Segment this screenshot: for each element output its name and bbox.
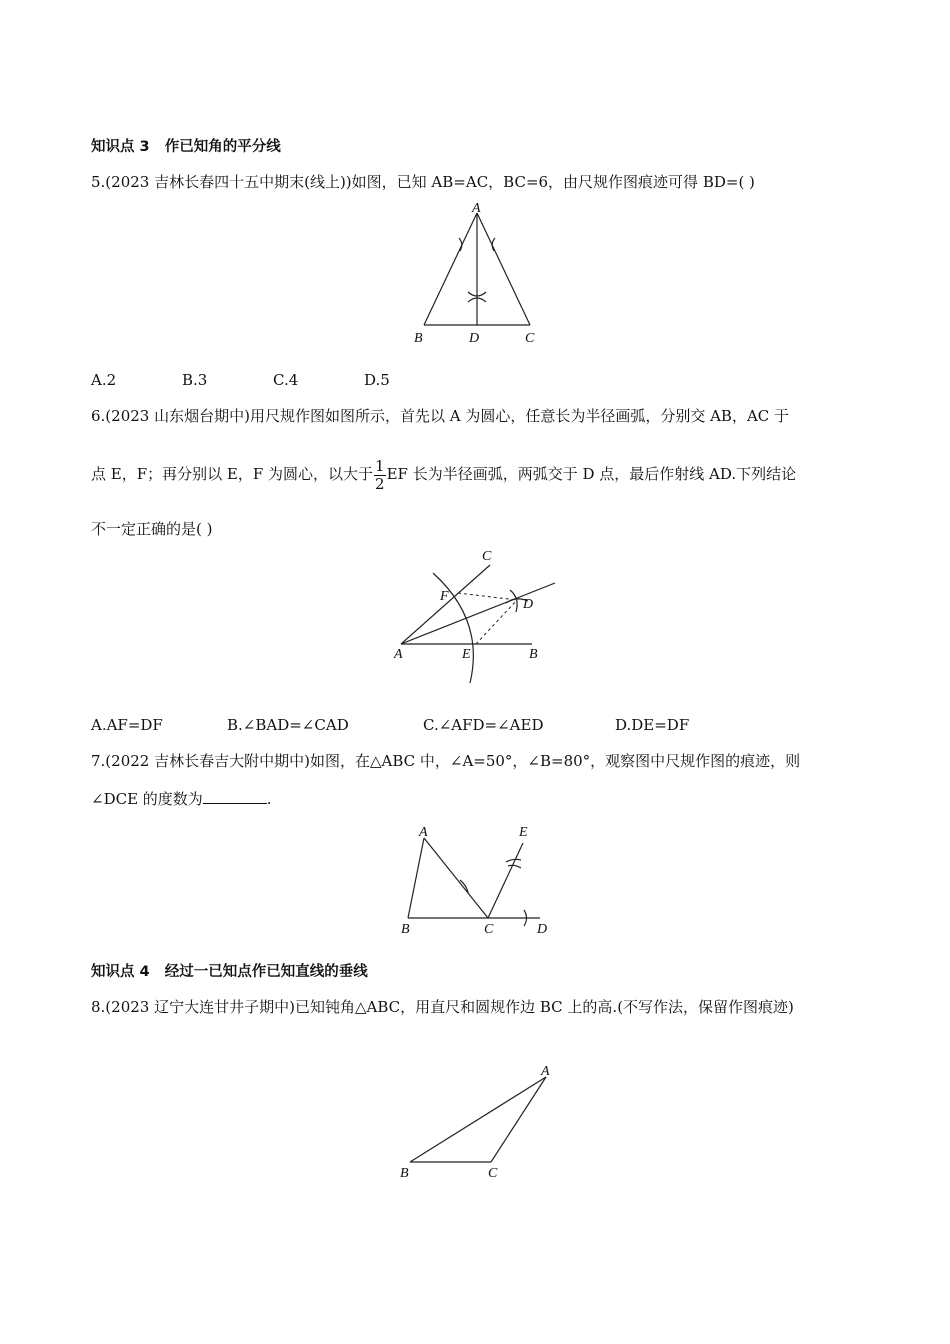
q5-label-c: C [525, 331, 535, 346]
section-3-label: 知识点 3 [91, 139, 150, 155]
q7-label-e: E [519, 825, 528, 840]
q5-option-d: D.5 [364, 371, 390, 389]
q5-label-d: D [469, 331, 480, 346]
q5-option-c: C.4 [273, 371, 299, 389]
q7-label-a: A [419, 825, 428, 840]
q7-line-1: 7.(2022 吉林长春吉大附中期中)如图，在△ABC 中，∠A=50°，∠B=80°，观察图中尺规作图的痕迹，则 [91, 752, 801, 770]
q6-line-3: 不一定正确的是( ) [91, 520, 213, 538]
section-4-title: 经过一已知点作已知直线的垂线 [164, 964, 368, 980]
q5-label-a: A [472, 201, 481, 216]
q6-label-f: F [440, 589, 449, 604]
q8-label-a: A [541, 1064, 550, 1079]
q6-label-e: E [462, 647, 471, 662]
q6-line-2b: EF 长为半径画弧，两弧交于 D 点，最后作射线 AD.下列结论 [386, 465, 797, 483]
q8-side-ac [491, 1077, 546, 1162]
q6-option-c: C.∠AFD=∠AED [423, 716, 544, 734]
q8-side-ab [410, 1077, 546, 1162]
q8-stem: 8.(2023 辽宁大连甘井子期中)已知钝角△ABC，用直尺和圆规作边 BC 上的高.(不写作法，保留作图痕迹) [91, 998, 794, 1016]
q5-option-b: B.3 [182, 371, 208, 389]
q6-label-b: B [529, 647, 538, 662]
q7-line-2a: ∠DCE 的度数为 [91, 790, 203, 808]
q5-label-b: B [414, 331, 423, 346]
q5-option-a: A.2 [91, 371, 117, 389]
section-3-title: 作已知角的平分线 [164, 139, 281, 155]
q5-stem: 5.(2023 吉林长春四十五中期末(线上))如图，已知 AB=AC，BC=6，由尺规作图痕迹可得 BD=( ) [91, 173, 755, 191]
q6-label-d: D [523, 597, 534, 612]
q6-label-c: C [482, 549, 492, 564]
section-4-label: 知识点 4 [91, 964, 150, 980]
q6-label-a: A [394, 647, 403, 662]
q6-option-a: A.AF=DF [91, 716, 163, 734]
q8-label-b: B [400, 1166, 409, 1181]
q7-label-c: C [484, 922, 494, 937]
q6-line-2a: 点 E，F；再分别以 E，F 为圆心，以大于 [91, 465, 374, 483]
q7-label-d: D [537, 922, 548, 937]
q6-line-1: 6.(2023 山东烟台期中)用尺规作图如图所示，首先以 A 为圆心，任意长为半径画弧，分别交 AB，AC 于 [91, 407, 790, 425]
q6-frac-num: 1 [375, 456, 385, 475]
q7-label-b: B [401, 922, 410, 937]
q6-option-d: D.DE=DF [615, 716, 690, 734]
q8-label-c: C [488, 1166, 498, 1181]
q7-line-2b: . [266, 790, 272, 808]
q6-frac-den: 2 [375, 474, 385, 493]
q6-option-b: B.∠BAD=∠CAD [227, 716, 349, 734]
